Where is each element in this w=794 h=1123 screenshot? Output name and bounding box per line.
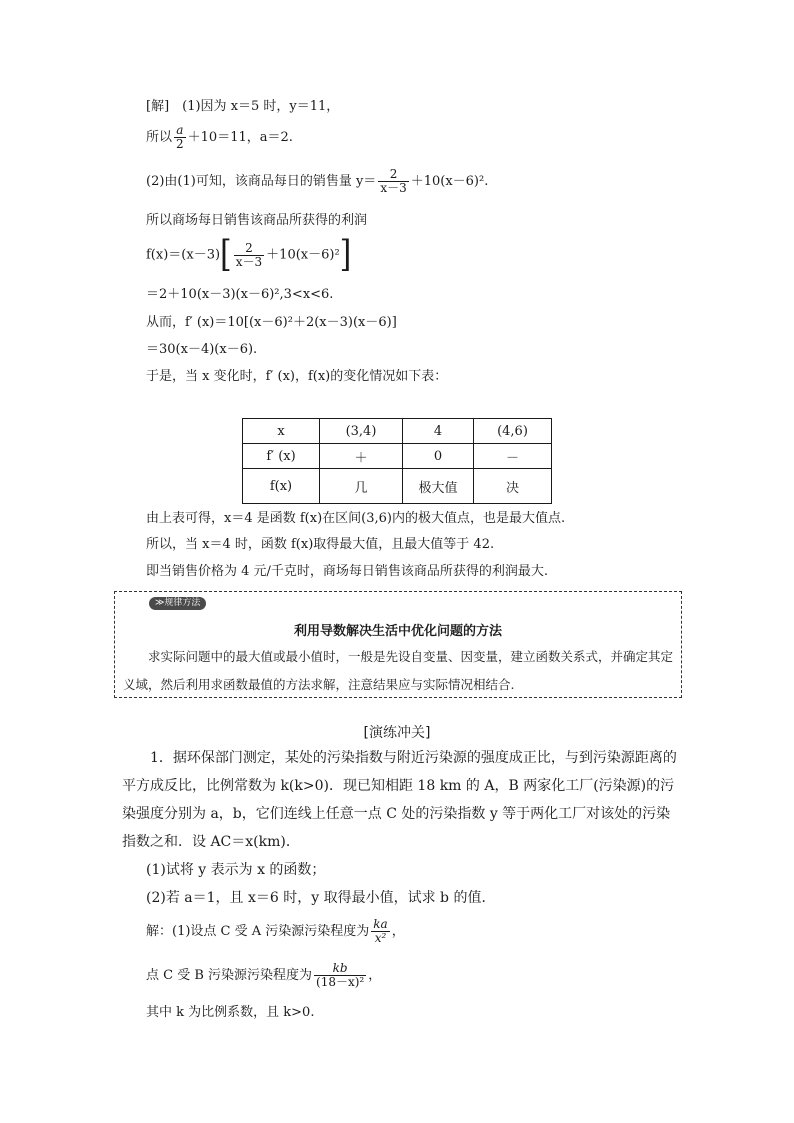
table-cell: 决 (474, 469, 552, 504)
fraction-2-over-x-3 (378, 168, 408, 195)
problem-q1: (1)试将 y 表示为 x 的函数； (146, 862, 326, 878)
solution-line-2 (146, 124, 293, 151)
method-body: 求实际问题中的最大值或最小值时，一般是先设自变量、因变量，建立函数关系式，并确定其定义域，然后利用求函数最值的方法求解，注意结果应与实际情况相结合. (123, 649, 674, 692)
solution-line-7: 从而，f′ (x)＝10[(x－6)²＋2(x－3)(x－6)] (146, 315, 397, 330)
table-cell: ⼏ (320, 469, 403, 504)
answer-line-1 (146, 918, 405, 945)
left-bracket-icon: [ (220, 233, 232, 276)
fraction-kb-over-18-x (314, 962, 366, 989)
table-row (243, 419, 552, 444)
method-box (114, 591, 682, 698)
table-row (243, 469, 552, 504)
conclusion-line-3: 即当销售价格为 4 元/千克时，商场每日销售该商品所获得的利润最大. (146, 564, 549, 579)
right-bracket-icon: ] (339, 233, 352, 276)
conclusion-line-2: 所以，当 x＝4 时，函数 f(x)取得最大值，且最大值等于 42. (146, 537, 495, 552)
answer-line-3: 其中 k 为比例系数，且 k>0. (146, 1005, 315, 1020)
table-cell: (3,4) (320, 419, 403, 444)
solution-line-9: 于是，当 x 变化时，f′ (x)，f(x)的变化情况如下表： (146, 369, 448, 384)
fraction-numerator: 2 (378, 168, 408, 182)
fraction-numerator: 2 (234, 242, 264, 256)
method-tag: ≫规律方法 (149, 597, 206, 610)
answer-line-1-pre: 解：(1)设点 C 受 A 污染源污染程度为 (146, 924, 370, 939)
table-cell: ＋ (320, 444, 403, 469)
table-cell: 极大值 (403, 469, 474, 504)
answer-line-2-post: ， (368, 968, 382, 983)
conclusion-line-1: 由上表可得，x＝4 是函数 f(x)在区间(3,6)内的极大值点，也是最大值点. (146, 511, 566, 526)
method-title: 利用导数解决生活中优化问题的方法 (293, 624, 502, 639)
fraction-ka-over-x2 (371, 918, 389, 945)
fraction-a-over-2 (174, 124, 186, 151)
table-cell: f(x) (243, 469, 320, 504)
answer-line-1-post: ， (391, 924, 405, 939)
table-cell: (4,6) (474, 419, 552, 444)
fraction-denominator: (18－x)² (316, 975, 365, 989)
answer-line-2-pre: 点 C 受 B 污染源污染程度为 (146, 968, 313, 983)
answer-line-2 (146, 962, 381, 989)
fraction-denominator: 2 (176, 137, 184, 151)
fraction-2-over-x-3-b (234, 242, 264, 269)
solution-line-5-post: ＋10(x－6)² (266, 247, 340, 263)
table-cell: 4 (403, 419, 474, 444)
fraction-denominator: x－3 (380, 181, 407, 195)
solution-line-5-pre: f(x)＝(x－3) (146, 247, 221, 263)
solution-line-8: ＝30(x－4)(x－6). (146, 342, 258, 357)
table-cell: － (474, 444, 552, 469)
solution-line-2-pre: 所以 (146, 130, 173, 145)
table-row (243, 444, 552, 469)
solution-line-3 (146, 168, 488, 195)
solution-line-5 (146, 233, 352, 276)
solution-line-3-post: ＋10(x－6)². (410, 174, 489, 189)
problem-q2: (2)若 a＝1，且 x＝6 时，y 取得最小值，试求 b 的值． (146, 890, 496, 906)
fraction-numerator: a (174, 124, 186, 138)
table-cell: 0 (403, 444, 474, 469)
table-cell: f′ (x) (243, 444, 320, 469)
solution-line-3-pre: (2)由(1)可知，该商品每日的销售量 y＝ (146, 174, 377, 189)
solution-line-2-post: ＋10＝11，a＝2. (187, 130, 293, 145)
fraction-numerator: kb (314, 962, 366, 976)
fraction-numerator: ka (373, 917, 388, 931)
solution-line-1: [解] (1)因为 x＝5 时，y＝11， (146, 99, 340, 114)
problem-text: 1．据环保部门测定，某处的污染指数与附近污染源的强度成正比，与到污染源距离的平方成反比，比例常数为 k(k>0)．现已知相距 18 km 的 A，B 两家化工厂(污染源)的污染强度分别为 a，b，它们连线上任意一点 C 处的污染指数 y 等于两化工厂对该处的污染指数之和．设 AC＝x(km)． (122, 750, 677, 850)
drill-title: [演练冲关] (363, 725, 431, 741)
solution-line-6: ＝2＋10(x－3)(x－6)²,3<x<6. (146, 287, 334, 302)
table-cell: x (243, 419, 320, 444)
fraction-denominator: x² (374, 931, 387, 945)
solution-line-4: 所以商场每日销售该商品所获得的利润 (146, 213, 368, 228)
variation-table (242, 418, 552, 504)
fraction-denominator: x－3 (235, 254, 263, 269)
